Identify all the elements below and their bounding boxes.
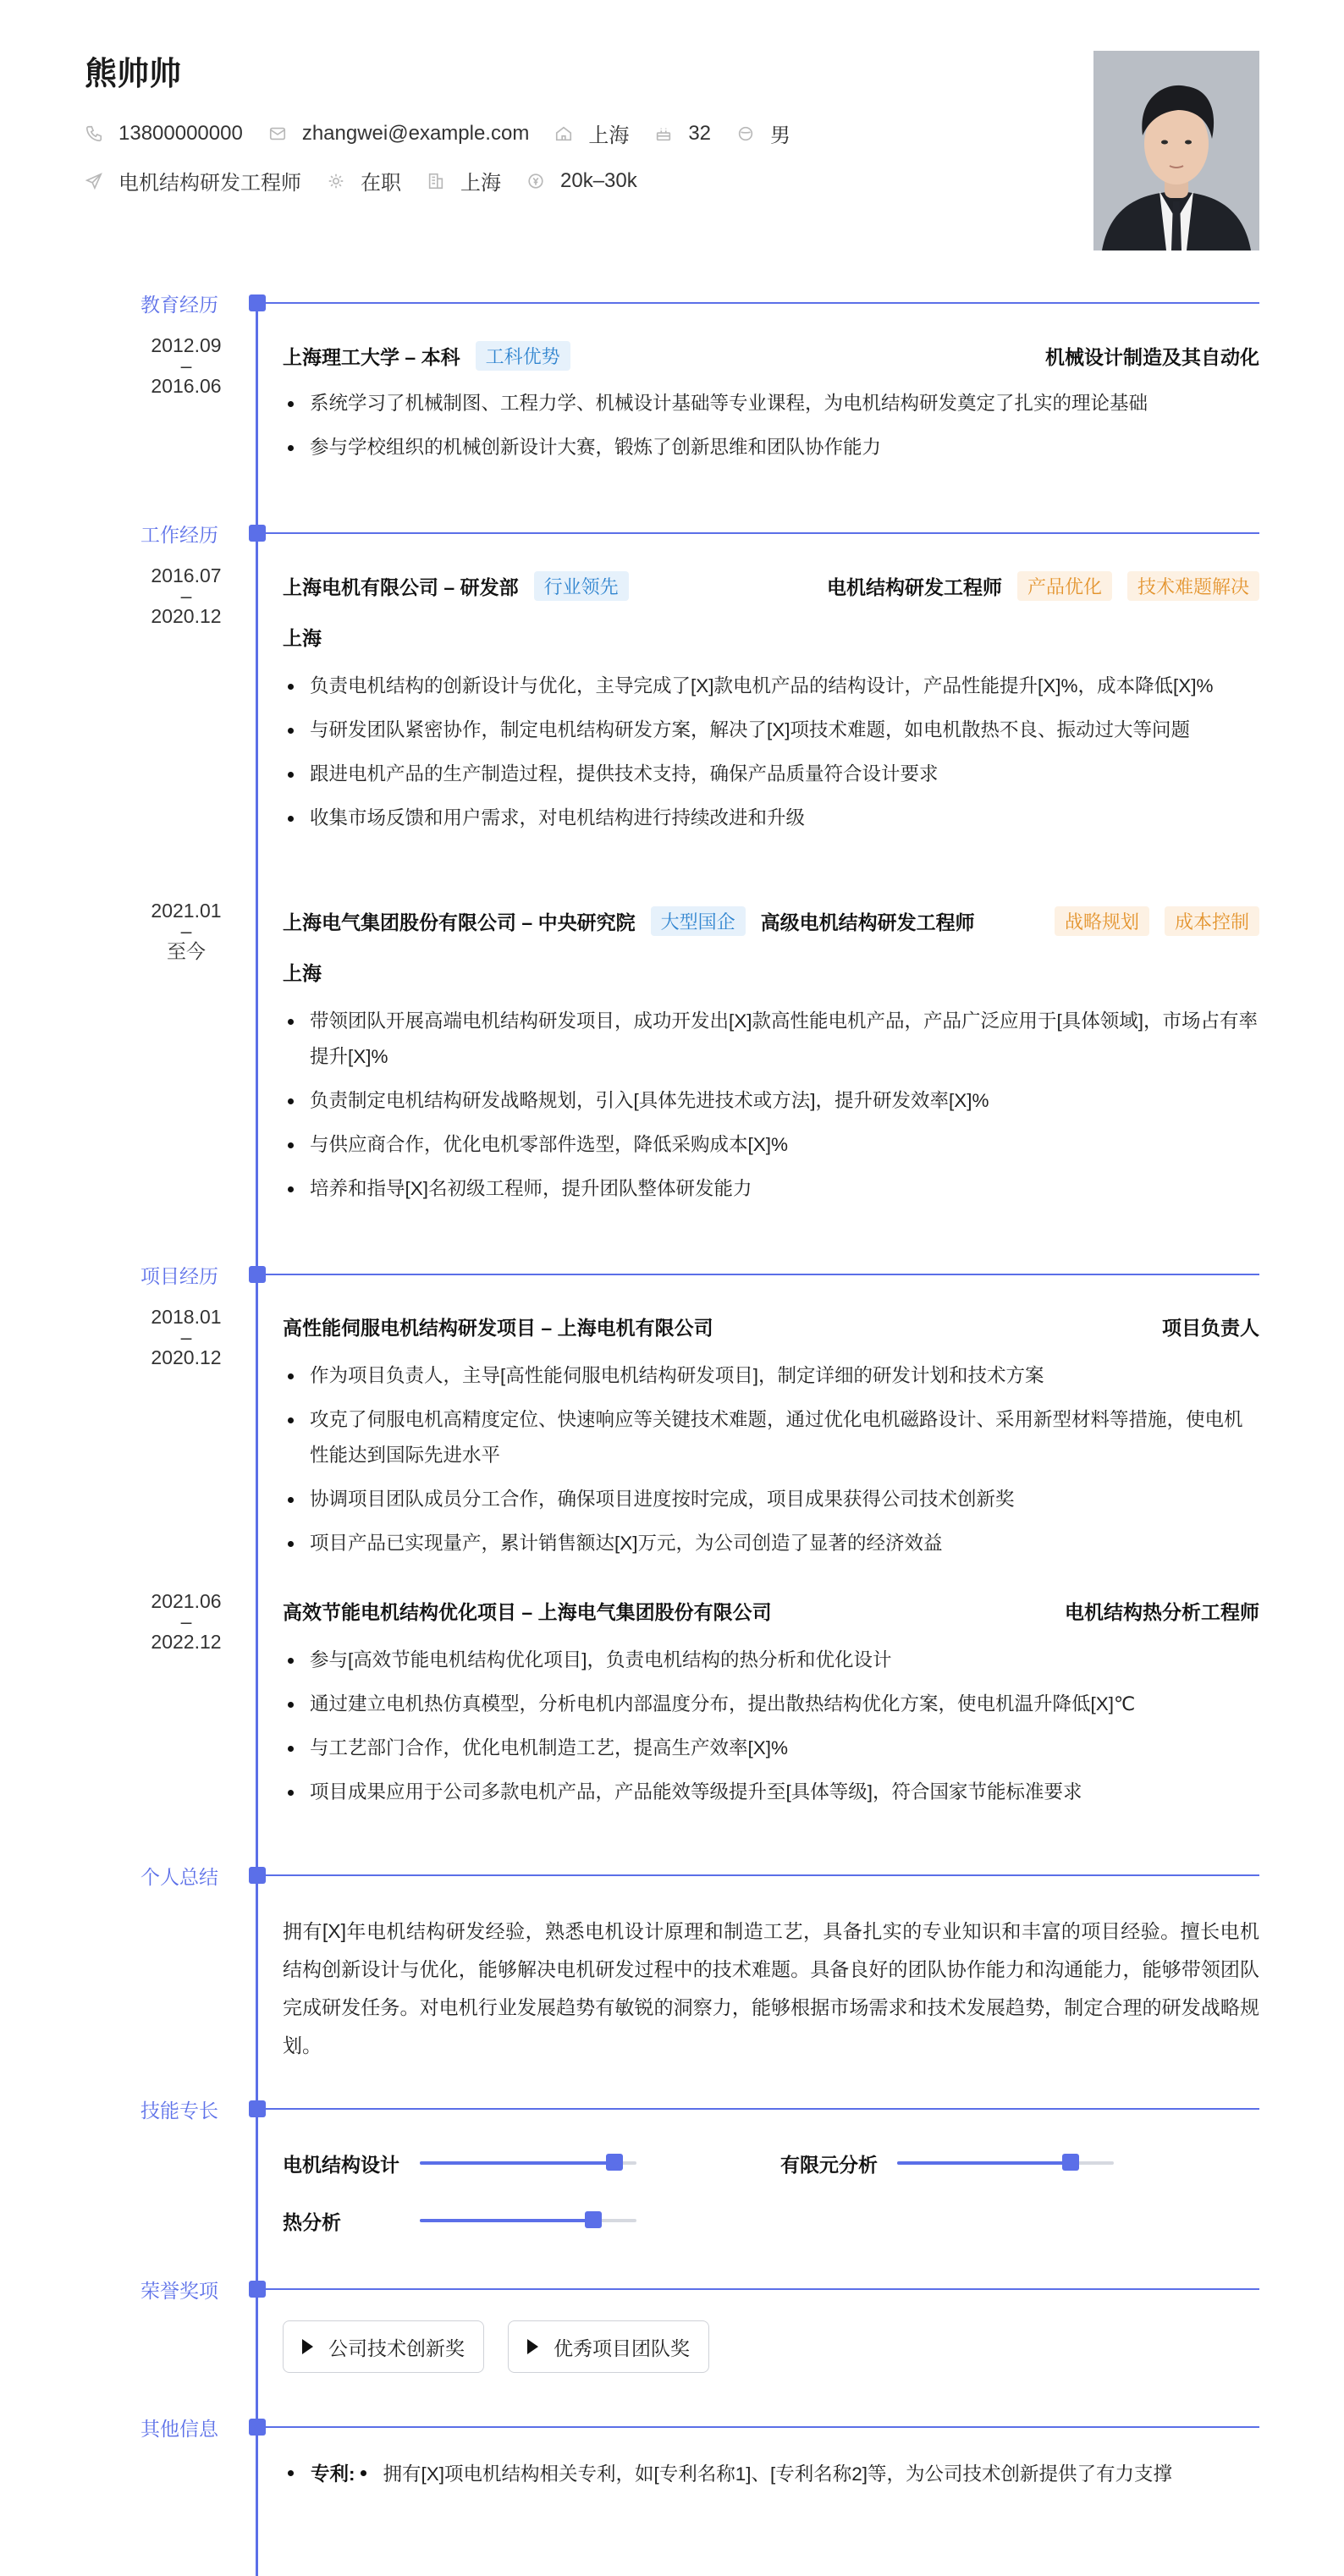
list-item: 协调项目团队成员分工合作，确保项目进度按时完成，项目成果获得公司技术创新奖 [283, 1482, 1259, 1517]
gender-icon [736, 124, 755, 143]
job-role: 高级电机结构研发工程师 [760, 911, 975, 933]
bullet-dot [288, 2470, 294, 2476]
list-item: 负责制定电机结构研发战略规划，引入[具体先进技术或方法]，提升研发效率[X]% [283, 1083, 1259, 1119]
gear-icon [327, 172, 345, 190]
award-label: 公司技术创新奖 [328, 2337, 465, 2359]
education-bullets [283, 386, 1259, 474]
section-title-projects: 项目经历 [140, 1265, 218, 1287]
list-item: 参与学校组织的机械创新设计大赛，锻炼了创新思维和团队协作能力 [283, 430, 1259, 465]
company-title: 上海电机有限公司 – 研发部 [283, 576, 519, 598]
salary-info [526, 169, 637, 193]
project-bullets [283, 1358, 1259, 1570]
status-info [327, 166, 401, 195]
date-start: 2018.01 [151, 1306, 222, 1328]
skill-knob [1062, 2154, 1079, 2171]
section-title-work: 工作经历 [140, 524, 218, 546]
education-head [283, 341, 1259, 371]
city-text: 上海 [588, 124, 630, 147]
date-range [127, 900, 245, 961]
skill-knob [585, 2211, 602, 2228]
work-city-text: 上海 [460, 172, 501, 195]
role-tag: 技术难题解决 [1127, 571, 1259, 601]
school-tag: 工科优势 [476, 341, 570, 371]
list-item: 作为项目负责人，主导[高性能伺服电机结构研发项目]，制定详细的研发计划和技术方案 [283, 1358, 1259, 1394]
phone-icon [85, 124, 103, 143]
send-icon [85, 172, 103, 190]
date-start: 2016.07 [151, 564, 222, 586]
date-range [127, 335, 245, 396]
project-title: 高性能伺服电机结构研发项目 – 上海电机有限公司 [283, 1317, 713, 1339]
skill-bar [420, 2219, 636, 2222]
list-item: 与供应商合作，优化电机零部件选型，降低采购成本[X]% [283, 1127, 1259, 1163]
mail-icon [268, 124, 287, 143]
section-title-other: 其他信息 [140, 2418, 218, 2440]
project-role: 项目负责人 [1162, 1317, 1259, 1339]
role-tag: 产品优化 [1017, 571, 1112, 601]
date-end: 2020.12 [151, 1346, 222, 1368]
role-tag: 成本控制 [1165, 906, 1259, 936]
skill-bar [897, 2161, 1114, 2165]
contact-row [85, 118, 816, 148]
list-item: 攻克了伺服电机高精度定位、快速响应等关键技术难题，通过优化电机磁路设计、采用新型材料等措施，使电机性能达到国际先进水平 [283, 1402, 1259, 1473]
company-tag: 大型国企 [651, 906, 746, 936]
project-title: 高效节能电机结构优化项目 – 上海电气集团股份有限公司 [283, 1601, 772, 1623]
section-divider [257, 2426, 1259, 2428]
position-info [85, 166, 301, 195]
project-role: 电机结构热分析工程师 [1065, 1601, 1259, 1623]
work-head [283, 571, 1259, 601]
list-item: 项目成果应用于公司多款电机产品，产品能效等级提升至[具体等级]，符合国家节能标准要求 [283, 1775, 1259, 1810]
email-text: zhangwei@example.com [301, 121, 530, 145]
section-divider [257, 1274, 1259, 1275]
skill-bar [420, 2161, 636, 2165]
award-label: 优秀项目团队奖 [554, 2337, 690, 2359]
date-sep: – [180, 355, 192, 377]
timeline-line [256, 305, 258, 2576]
work-head [283, 906, 1259, 936]
building-icon [427, 172, 445, 190]
list-item: 收集市场反馈和用户需求，对电机结构进行持续改进和升级 [283, 801, 1259, 836]
gender-info [736, 118, 790, 148]
phone-text: 13800000000 [118, 121, 243, 145]
phone-info [85, 122, 243, 146]
date-range [127, 565, 245, 626]
list-item: 参与[高效节能电机结构优化项目]，负责电机结构的热分析和优化设计 [283, 1643, 1259, 1678]
date-end: 2020.12 [151, 605, 222, 627]
list-item: 与工艺部门合作，优化电机制造工艺，提高生产效率[X]% [283, 1731, 1259, 1766]
project-head [283, 1597, 1259, 1625]
list-item: 项目产品已实现量产，累计销售额达[X]万元，为公司创造了显著的经济效益 [283, 1526, 1259, 1561]
profile-photo [1093, 51, 1259, 250]
age-text: 32 [688, 121, 712, 145]
project-bullets [283, 1643, 1259, 1819]
summary-text: 拥有[X]年电机结构研发经验，熟悉电机设计原理和制造工艺，具备扎实的专业知识和丰富的项目经验。擅长电机结构创新设计与优化，能够解决电机研发过程中的技术难题。具备良好的团队协作能力和沟通能力，能够带领团队完成研发任务。对电机行业发展趋势有敏锐的洞察力，能够根据市场需求和技术发展趋势，制定合理的研发战略规划。 [283, 1920, 1259, 2056]
skill-fill [420, 2219, 593, 2222]
portrait-illustration [1093, 51, 1259, 250]
salary-text: 20k–30k [560, 168, 637, 192]
position-text: 电机结构研发工程师 [118, 172, 301, 195]
city-info [554, 118, 629, 148]
list-item: 与研发团队紧密协作，制定电机结构研发方案，解决了[X]项技术难题，如电机散热不良、振动过大等问题 [283, 713, 1259, 748]
role-tag: 战略规划 [1055, 906, 1149, 936]
skill-fill [420, 2161, 614, 2165]
list-item: 跟进电机产品的生产制造过程，提供技术支持，确保产品质量符合设计要求 [283, 757, 1259, 792]
date-end: 2022.12 [151, 1631, 222, 1653]
company-title: 上海电气集团股份有限公司 – 中央研究院 [283, 911, 636, 933]
patent-text: 拥有[X]项电机结构相关专利，如[专利名称1]、[专利名称2]等，为公司技术创新提供了有力支撑 [383, 2463, 1173, 2485]
cake-icon [654, 124, 673, 143]
date-start: 2021.01 [151, 900, 222, 922]
date-sep: – [180, 1326, 192, 1348]
gender-text: 男 [770, 124, 791, 147]
section-title-education: 教育经历 [140, 294, 218, 316]
skill-name: 电机结构设计 [283, 2154, 399, 2176]
skill-name: 热分析 [283, 2211, 341, 2233]
list-item: 带领团队开展高端电机结构研发项目，成功开发出[X]款高性能电机产品，产品广泛应用于[具体领域]，市场占有率提升[X]% [283, 1004, 1259, 1075]
section-title-summary: 个人总结 [140, 1866, 218, 1888]
work-city-info [427, 166, 501, 195]
skill-fill [897, 2161, 1071, 2165]
date-start: 2012.09 [151, 334, 222, 356]
play-icon [527, 2339, 538, 2354]
date-end: 至今 [167, 940, 206, 962]
list-item: 系统学习了机械制图、工程力学、机械设计基础等专业课程，为电机结构研发奠定了扎实的理论基础 [283, 386, 1259, 421]
list-item: 负责电机结构的创新设计与优化，主导完成了[X]款电机产品的结构设计，产品性能提升[X]%，成本降低[X]% [283, 669, 1259, 704]
email-info [268, 122, 530, 146]
status-text: 在职 [361, 172, 401, 195]
date-range [127, 1591, 245, 1652]
bullet-dot [361, 2470, 366, 2476]
date-range [127, 1307, 245, 1368]
project-head [283, 1313, 1259, 1340]
work-bullets [283, 1004, 1259, 1215]
list-item: 培养和指导[X]名初级工程师，提升团队整体研发能力 [283, 1171, 1259, 1207]
company-tag: 行业领先 [534, 571, 629, 601]
date-sep: – [180, 585, 192, 607]
job-role: 电机结构研发工程师 [826, 576, 1002, 598]
work-location: 上海 [283, 962, 322, 984]
list-item: 通过建立电机热仿真模型，分析电机内部温度分布，提出散热结构优化方案，使电机温升降低[X]℃ [283, 1687, 1259, 1722]
patent-label: 专利: [311, 2463, 355, 2485]
section-title-awards: 荣誉奖项 [140, 2280, 218, 2302]
section-divider [257, 532, 1259, 534]
skill-knob [606, 2154, 623, 2171]
section-divider [257, 1874, 1259, 1876]
date-start: 2021.06 [151, 1590, 222, 1612]
skill-name: 有限元分析 [780, 2154, 878, 2176]
section-title-skills: 技能专长 [140, 2100, 218, 2122]
date-sep: – [180, 1610, 192, 1632]
section-divider [257, 2288, 1259, 2290]
date-sep: – [180, 920, 192, 942]
play-icon [302, 2339, 313, 2354]
section-divider [257, 302, 1259, 304]
coin-icon [526, 172, 545, 190]
work-bullets [283, 669, 1259, 845]
date-end: 2016.06 [151, 375, 222, 397]
school-title: 上海理工大学 – 本科 [283, 346, 460, 368]
age-info [654, 122, 711, 146]
work-location: 上海 [283, 627, 322, 649]
candidate-name: 熊帅帅 [85, 57, 182, 92]
home-icon [554, 124, 573, 143]
award-badge [508, 2320, 709, 2373]
award-badge [283, 2320, 484, 2373]
section-divider [257, 2108, 1259, 2110]
job-intent-row [85, 166, 663, 195]
major: 机械设计制造及其自动化 [1045, 346, 1259, 368]
patent-item [283, 2459, 1172, 2486]
